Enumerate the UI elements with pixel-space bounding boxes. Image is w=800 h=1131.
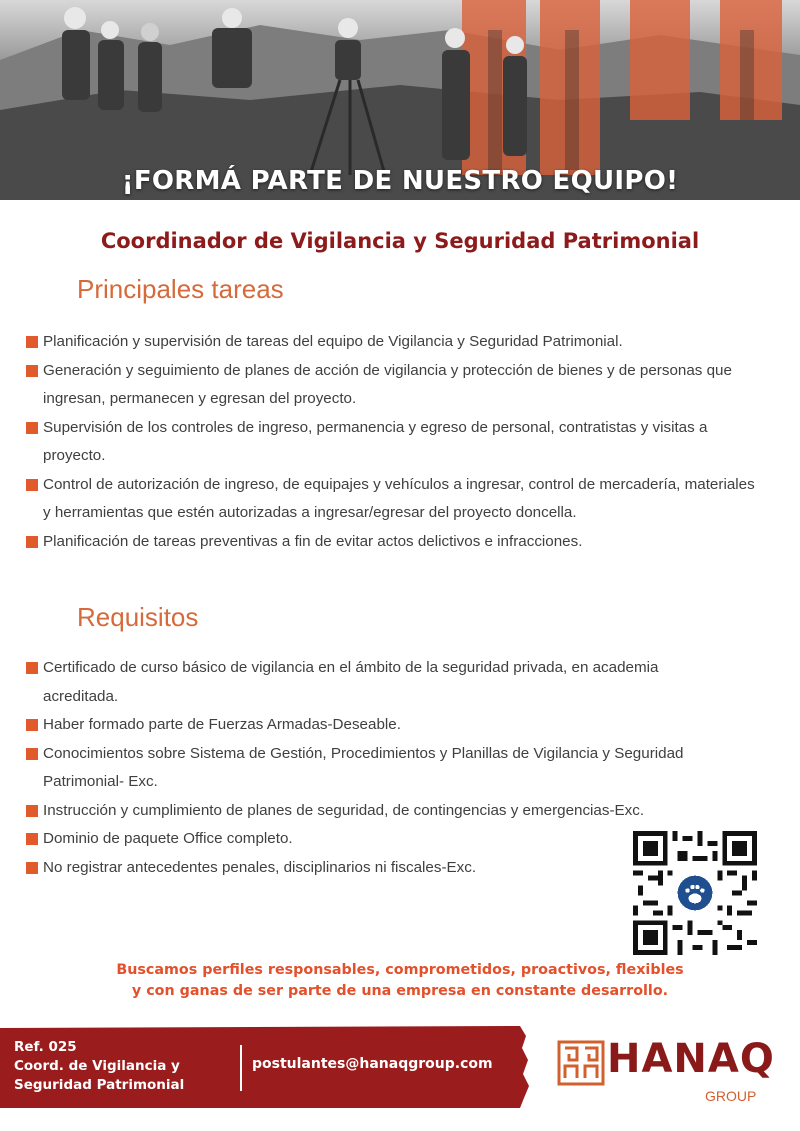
square-bullet-icon [26,805,38,817]
hero-headline: ¡FORMÁ PARTE DE NUESTRO EQUIPO! [121,166,679,196]
job-title: Coordinador de Vigilancia y Seguridad Patrimonial [100,229,700,253]
contact-email-link[interactable]: postulantes@hanaqgroup.com [252,1056,493,1072]
hanaq-logo [557,1036,775,1112]
logo-mark-icon [557,1040,605,1086]
tasks-list [26,328,766,556]
square-bullet-icon [26,662,38,674]
tagline [0,960,800,1002]
square-bullet-icon [26,536,38,548]
square-bullet-icon [26,748,38,760]
list-item: Certificado de curso básico de vigilancia en el ámbito de la seguridad privada, en academia acreditada. [26,654,703,711]
requirements-heading: Requisitos [77,602,199,632]
tasks-heading: Principales tareas [77,274,284,304]
square-bullet-icon [26,365,38,377]
list-item: Planificación y supervisión de tareas del equipo de Vigilancia y Seguridad Patrimonial. [26,328,766,357]
list-item: Supervisión de los controles de ingreso, permanencia y egreso de personal, contratistas y visitas a proyecto. [26,414,766,471]
hero-banner [0,0,800,200]
list-item: Instrucción y cumplimiento de planes de seguridad, de contingencias y emergencias-Exc. [26,797,766,826]
logo-wordmark: HANAQ [607,1036,775,1082]
list-item: Generación y seguimiento de planes de acción de vigilancia y protección de bienes y de personas que ingresan, permanecen y egresan del proyecto. [26,357,766,414]
square-bullet-icon [26,862,38,874]
square-bullet-icon [26,479,38,491]
list-item: No registrar antecedentes penales, disciplinarios ni fiscales-Exc. [26,854,766,883]
list-item: Haber formado parte de Fuerzas Armadas-Deseable. [26,711,766,740]
footer-divider [240,1045,242,1091]
job-reference: Ref. 025 Coord. de Vigilancia y Seguridad Patrimonial [14,1039,185,1093]
list-item: Conocimientos sobre Sistema de Gestión, Procedimientos y Planillas de Vigilancia y Seguridad Patrimonial- Exc. [26,740,733,797]
square-bullet-icon [26,719,38,731]
square-bullet-icon [26,336,38,348]
logo-subtitle: GROUP [705,1088,757,1104]
qr-code-icon[interactable] [633,831,757,955]
square-bullet-icon [26,422,38,434]
list-item: Dominio de paquete Office completo. [26,825,766,854]
tagline-line-1: Buscamos perfiles responsables, comprometidos, proactivos, flexibles [116,962,684,978]
tagline-line-2: y con ganas de ser parte de una empresa en constante desarrollo. [131,983,669,999]
list-item: Planificación de tareas preventivas a fin de evitar actos delictivos e infracciones. [26,528,766,557]
list-item: Control de autorización de ingreso, de equipajes y vehículos a ingresar, control de mercadería, materiales y herramientas que estén autorizadas a ingresar/egresar del proyecto doncella. [26,471,766,528]
square-bullet-icon [26,833,38,845]
